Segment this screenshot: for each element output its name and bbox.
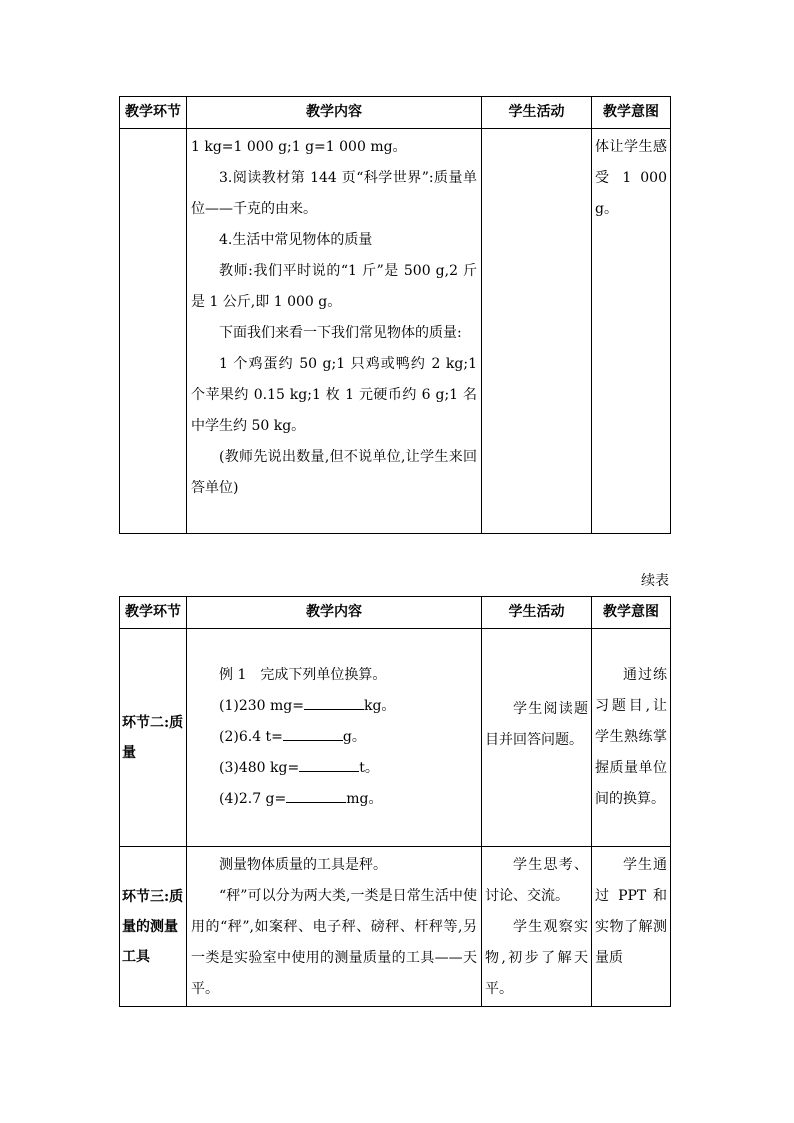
answer-blank <box>299 755 359 772</box>
content-cell <box>187 129 482 534</box>
activity-cell-empty <box>482 129 592 534</box>
header-activity: 学生活动 <box>482 97 592 129</box>
header-content: 教学内容 <box>187 597 482 629</box>
header-intent: 教学意图 <box>592 597 671 629</box>
stage-cell: 环节二:质量 <box>120 629 187 847</box>
header-stage: 教学环节 <box>120 97 187 129</box>
intent-cell <box>592 129 671 534</box>
table-row <box>120 629 671 847</box>
activity-cell <box>482 847 592 1007</box>
activity-text: 学生思考、讨论、交流。 <box>485 857 588 904</box>
stage-cell: 环节三:质量的测量工具 <box>120 847 187 1007</box>
intent-text: 学生通过 PPT 和实物了解测量质 <box>595 857 667 966</box>
intent-cell <box>592 629 671 847</box>
table-header-row <box>120 97 671 129</box>
content-line: (教师先说出数量,但不说单位,让学生来回答单位) <box>191 449 477 496</box>
exercise-item: (3)480 kg= t。 <box>191 753 477 784</box>
intent-text: 通过练习题目,让学生熟练掌握质量单位间的换算。 <box>595 667 667 807</box>
content-line: 1 kg=1 000 g;1 g=1 000 mg。 <box>191 139 407 155</box>
content-line: “秤”可以分为两大类,一类是日常生活中使用的“秤”,如案秤、电子秤、磅秤、杆秤等,另一类是实验室中使用的测量质量的工具——天平。 <box>191 888 477 997</box>
continued-label: 续表 <box>641 573 669 589</box>
table-header-row <box>120 597 671 629</box>
answer-blank <box>304 693 364 710</box>
activity-cell <box>482 629 592 847</box>
table-row <box>120 129 671 534</box>
content-cell <box>187 629 482 847</box>
lesson-table-part2 <box>119 596 671 1007</box>
answer-blank <box>286 786 346 803</box>
table-row <box>120 847 671 1007</box>
content-cell <box>187 847 482 1007</box>
content-line: 测量物体质量的工具是秤。 <box>219 857 387 873</box>
content-line: 3.阅读教材第 144 页“科学世界”:质量单位——千克的由来。 <box>191 170 477 217</box>
activity-text: 学生观察实物,初步了解天平。 <box>485 919 588 997</box>
header-content: 教学内容 <box>187 97 482 129</box>
intent-cell <box>592 847 671 1007</box>
intent-text: 体让学生感受 1 000 g。 <box>595 139 667 217</box>
exercise-item: (4)2.7 g= mg。 <box>191 784 477 815</box>
content-line: 4.生活中常见物体的质量 <box>219 232 373 248</box>
lesson-table-part1 <box>119 96 671 534</box>
header-activity: 学生活动 <box>482 597 592 629</box>
exercise-item: (1)230 mg= kg。 <box>191 691 477 722</box>
content-line: 下面我们来看一下我们常见物体的质量: <box>219 325 462 341</box>
content-line: 1 个鸡蛋约 50 g;1 只鸡或鸭约 2 kg;1 个苹果约 0.15 kg;1 枚 1 元硬币约 6 g;1 名中学生约 50 kg。 <box>191 356 477 434</box>
example-title: 例 1 完成下列单位换算。 <box>219 667 387 683</box>
header-stage: 教学环节 <box>120 597 187 629</box>
exercise-item: (2)6.4 t= g。 <box>191 722 477 753</box>
answer-blank <box>283 724 343 741</box>
content-line: 教师:我们平时说的“1 斤”是 500 g,2 斤是 1 公斤,即 1 000 g。 <box>191 263 477 310</box>
activity-text: 学生阅读题目并回答问题。 <box>485 701 588 748</box>
header-intent: 教学意图 <box>592 97 671 129</box>
stage-cell-empty <box>120 129 187 534</box>
